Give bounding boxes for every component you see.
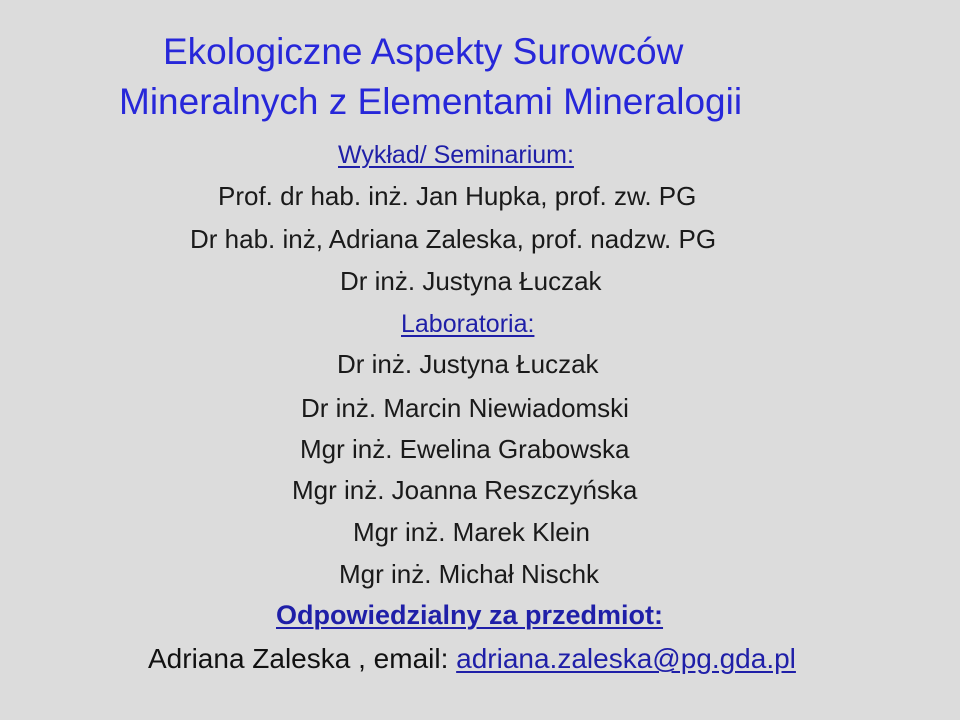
lab-person-6: Mgr inż. Michał Nischk [339, 559, 600, 589]
title-line-2: Mineralnych z Elementami Mineralogii [119, 81, 743, 122]
contact-prefix: Adriana Zaleska , email: [148, 643, 457, 674]
lab-person-5: Mgr inż. Marek Klein [353, 517, 590, 547]
email-link[interactable]: adriana.zaleska@pg.gda.pl [456, 643, 796, 674]
lab-person-1: Dr inż. Justyna Łuczak [337, 349, 599, 379]
lab-person-3: Mgr inż. Ewelina Grabowska [300, 434, 630, 464]
lab-person-4: Mgr inż. Joanna Reszczyńska [292, 475, 638, 505]
contact-line [148, 645, 796, 673]
lecturer-3: Dr inż. Justyna Łuczak [340, 266, 602, 296]
lecturer-2: Dr hab. inż, Adriana Zaleska, prof. nadzw. PG [190, 224, 717, 254]
labs-heading: Laboratoria: [401, 310, 535, 338]
title-line-1: Ekologiczne Aspekty Surowców [163, 31, 684, 72]
lab-person-2: Dr inż. Marcin Niewiadomski [301, 393, 629, 423]
lecturer-1: Prof. dr hab. inż. Jan Hupka, prof. zw. PG [218, 181, 697, 211]
responsible-heading: Odpowiedzialny za przedmiot: [276, 600, 664, 630]
lecture-heading: Wykład/ Seminarium: [338, 141, 574, 169]
